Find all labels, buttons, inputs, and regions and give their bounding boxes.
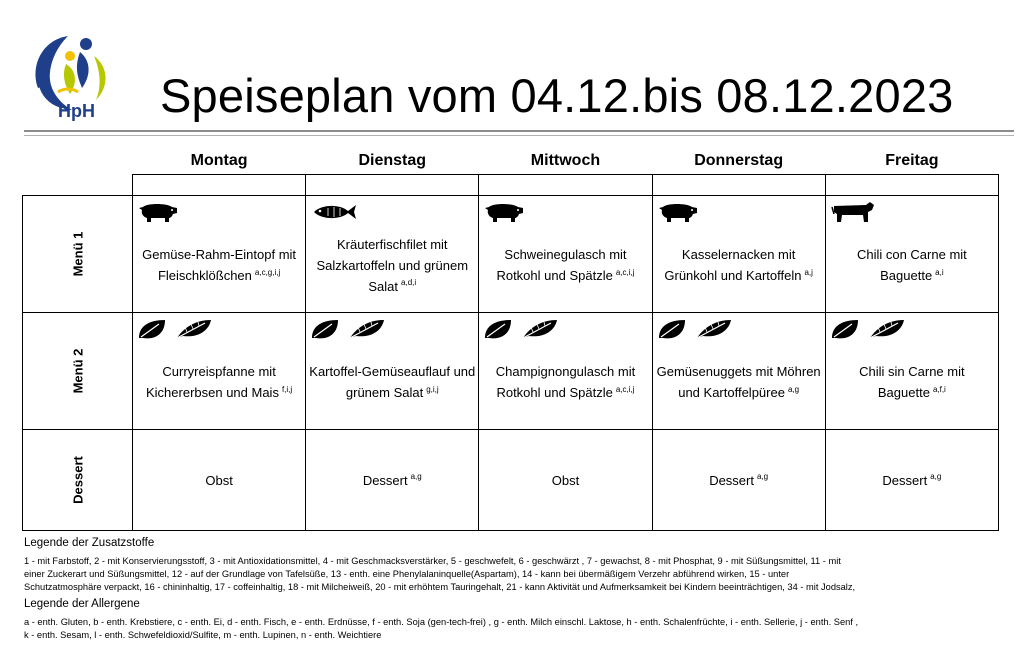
allergen-codes: a,f,i [932,384,946,394]
dish-name: Champignongulasch mit Rotkohl und Spätzle [495,364,636,400]
menu-row [23,430,999,531]
dish-name: Gemüsenuggets mit Möhren und Kartoffelpüree [656,364,821,400]
dish-cell [825,430,998,531]
allergens-legend-text: a - enth. Gluten, b - enth. Krebstiere, c - enth. Ei, d - enth. Fisch, e - enth. Erdnüsse, f - enth. Soja (gen-tech-frei) , g - enth. Milch einschl. Laktose, h - enth. Schalenfrüchte, i - enth. Sellerie, j - enth. Senf , k - enth. Sesam, l - enth. Schwefeldioxid/Sulfite, m - enth. Lupinen, n - enth. Weichtiere [24,617,859,640]
leaf-icon [310,318,340,345]
allergen-codes: a,g [787,384,800,394]
allergen-codes: a,g [930,472,942,482]
pig-icon [137,201,181,228]
dish-name: Curryreispfanne mit Kichererbsen und Mais [145,364,279,400]
dish-name: Chili con Carne mit Baguette [856,247,967,283]
allergen-codes: a,j [804,267,813,277]
dish-cell [306,196,479,313]
dish-name: Kasselernacken mit Grünkohl und Kartoffeln [664,247,802,283]
allergen-codes: a,i [935,267,944,277]
title-divider-thin [24,135,1014,136]
dish-cell [652,313,825,430]
dish-cell [133,196,306,313]
allergen-codes: a,c,i,j [615,267,635,277]
dish-name: Obst [551,472,580,488]
day-header-friday: Freitag [885,151,939,169]
dish-name: Gemüse-Rahm-Eintopf mit Fleischklößchen [142,247,297,283]
dish-cell [652,430,825,531]
allergen-codes: a,g [410,472,422,482]
dish-cell [133,313,306,430]
dish-cell [479,313,652,430]
dish-cell [652,196,825,313]
dish-cell [825,196,998,313]
cow-icon [830,200,876,229]
dish-cell [825,313,998,430]
feather-icon [695,318,733,345]
menu-row [23,313,999,430]
day-header-thursday: Donnerstag [694,151,784,169]
dish-name: Kartoffel-Gemüseauflauf und grünem Salat [309,364,476,400]
dish-cell [133,430,306,531]
dish-cell [479,196,652,313]
allergens-legend-title: Legende der Allergene [24,598,140,610]
leaf-icon [657,318,687,345]
dish-name: Dessert [882,472,928,488]
spacer-row [23,175,999,196]
page-title: Speiseplan vom 04.12.bis 08.12.2023 [160,69,954,122]
menu-table [22,147,999,531]
feather-icon [348,318,386,345]
day-header-wednesday: Mittwoch [530,151,601,169]
leaf-icon [830,318,860,345]
additives-legend-title: Legende der Zusatzstoffe [24,537,155,549]
allergen-codes: g,i,j [426,384,439,394]
title-divider [24,130,1014,132]
row-label: Menü 1 [23,196,133,313]
allergen-codes: a,c,g,i,j [254,267,281,277]
day-header-monday: Montag [190,151,248,169]
leaf-icon [137,318,167,345]
day-header-tuesday: Dienstag [358,151,427,169]
dish-name: Dessert [709,472,754,488]
dish-name: Obst [205,472,233,488]
leaf-icon [483,318,513,345]
allergen-codes: f,i,j [281,384,293,394]
dish-name: Schweinegulasch mit Rotkohl und Spätzle [496,247,627,283]
feather-icon [521,318,559,345]
fish-icon [310,202,358,227]
dish-cell [479,430,652,531]
dish-name: Dessert [362,472,408,488]
dish-cell [306,313,479,430]
menu-row [23,196,999,313]
table-corner [23,147,133,175]
logo-text: HpH [58,101,95,121]
allergen-codes: a,c,i,j [615,384,635,394]
allergen-codes: a,g [756,472,769,482]
dish-cell [306,430,479,531]
pig-icon [483,201,527,228]
dish-name: Chili sin Carne mit Baguette [859,364,965,400]
feather-icon [868,318,906,345]
dish-name: Kräuterfischfilet mit Salzkartoffeln und grünem Salat [316,236,469,294]
row-label: Menü 2 [23,313,133,430]
pig-icon [657,201,701,228]
feather-icon [175,318,213,345]
allergen-codes: a,d,i [401,278,417,288]
additives-legend-text: 1 - mit Farbstoff, 2 - mit Konservierungsstoff, 3 - mit Antioxidationsmittel, 4 - mit Geschmacksverstärker, 5 - geschwefelt, 6 - geschwärzt , 7 - gewachst, 8 - mit Phosphat, 9 - mit Süßungsmittel, 11 - mit einer Zuckerart und Süßungsmittel, 12 - auf der Grundlage von Tafelsüße, 13 - enth. eine Phenylalaninquelle(Aspartam), 14 - kann bei übermäßigem Verzehr abführend wirken, 15 - unter Schutzatmosphäre verpackt, 16 - chininhaltig, 17 - coffeinhaltig, 18 - mit Milcheiweiß, 20 - mit erhöhtem Tauringehalt, 21 - kann Aktivität und Aufmerksamkeit bei Kindern beeinträchtigen, 34 - mit Jodsalz, [24,556,856,592]
row-label: Dessert [23,430,133,531]
